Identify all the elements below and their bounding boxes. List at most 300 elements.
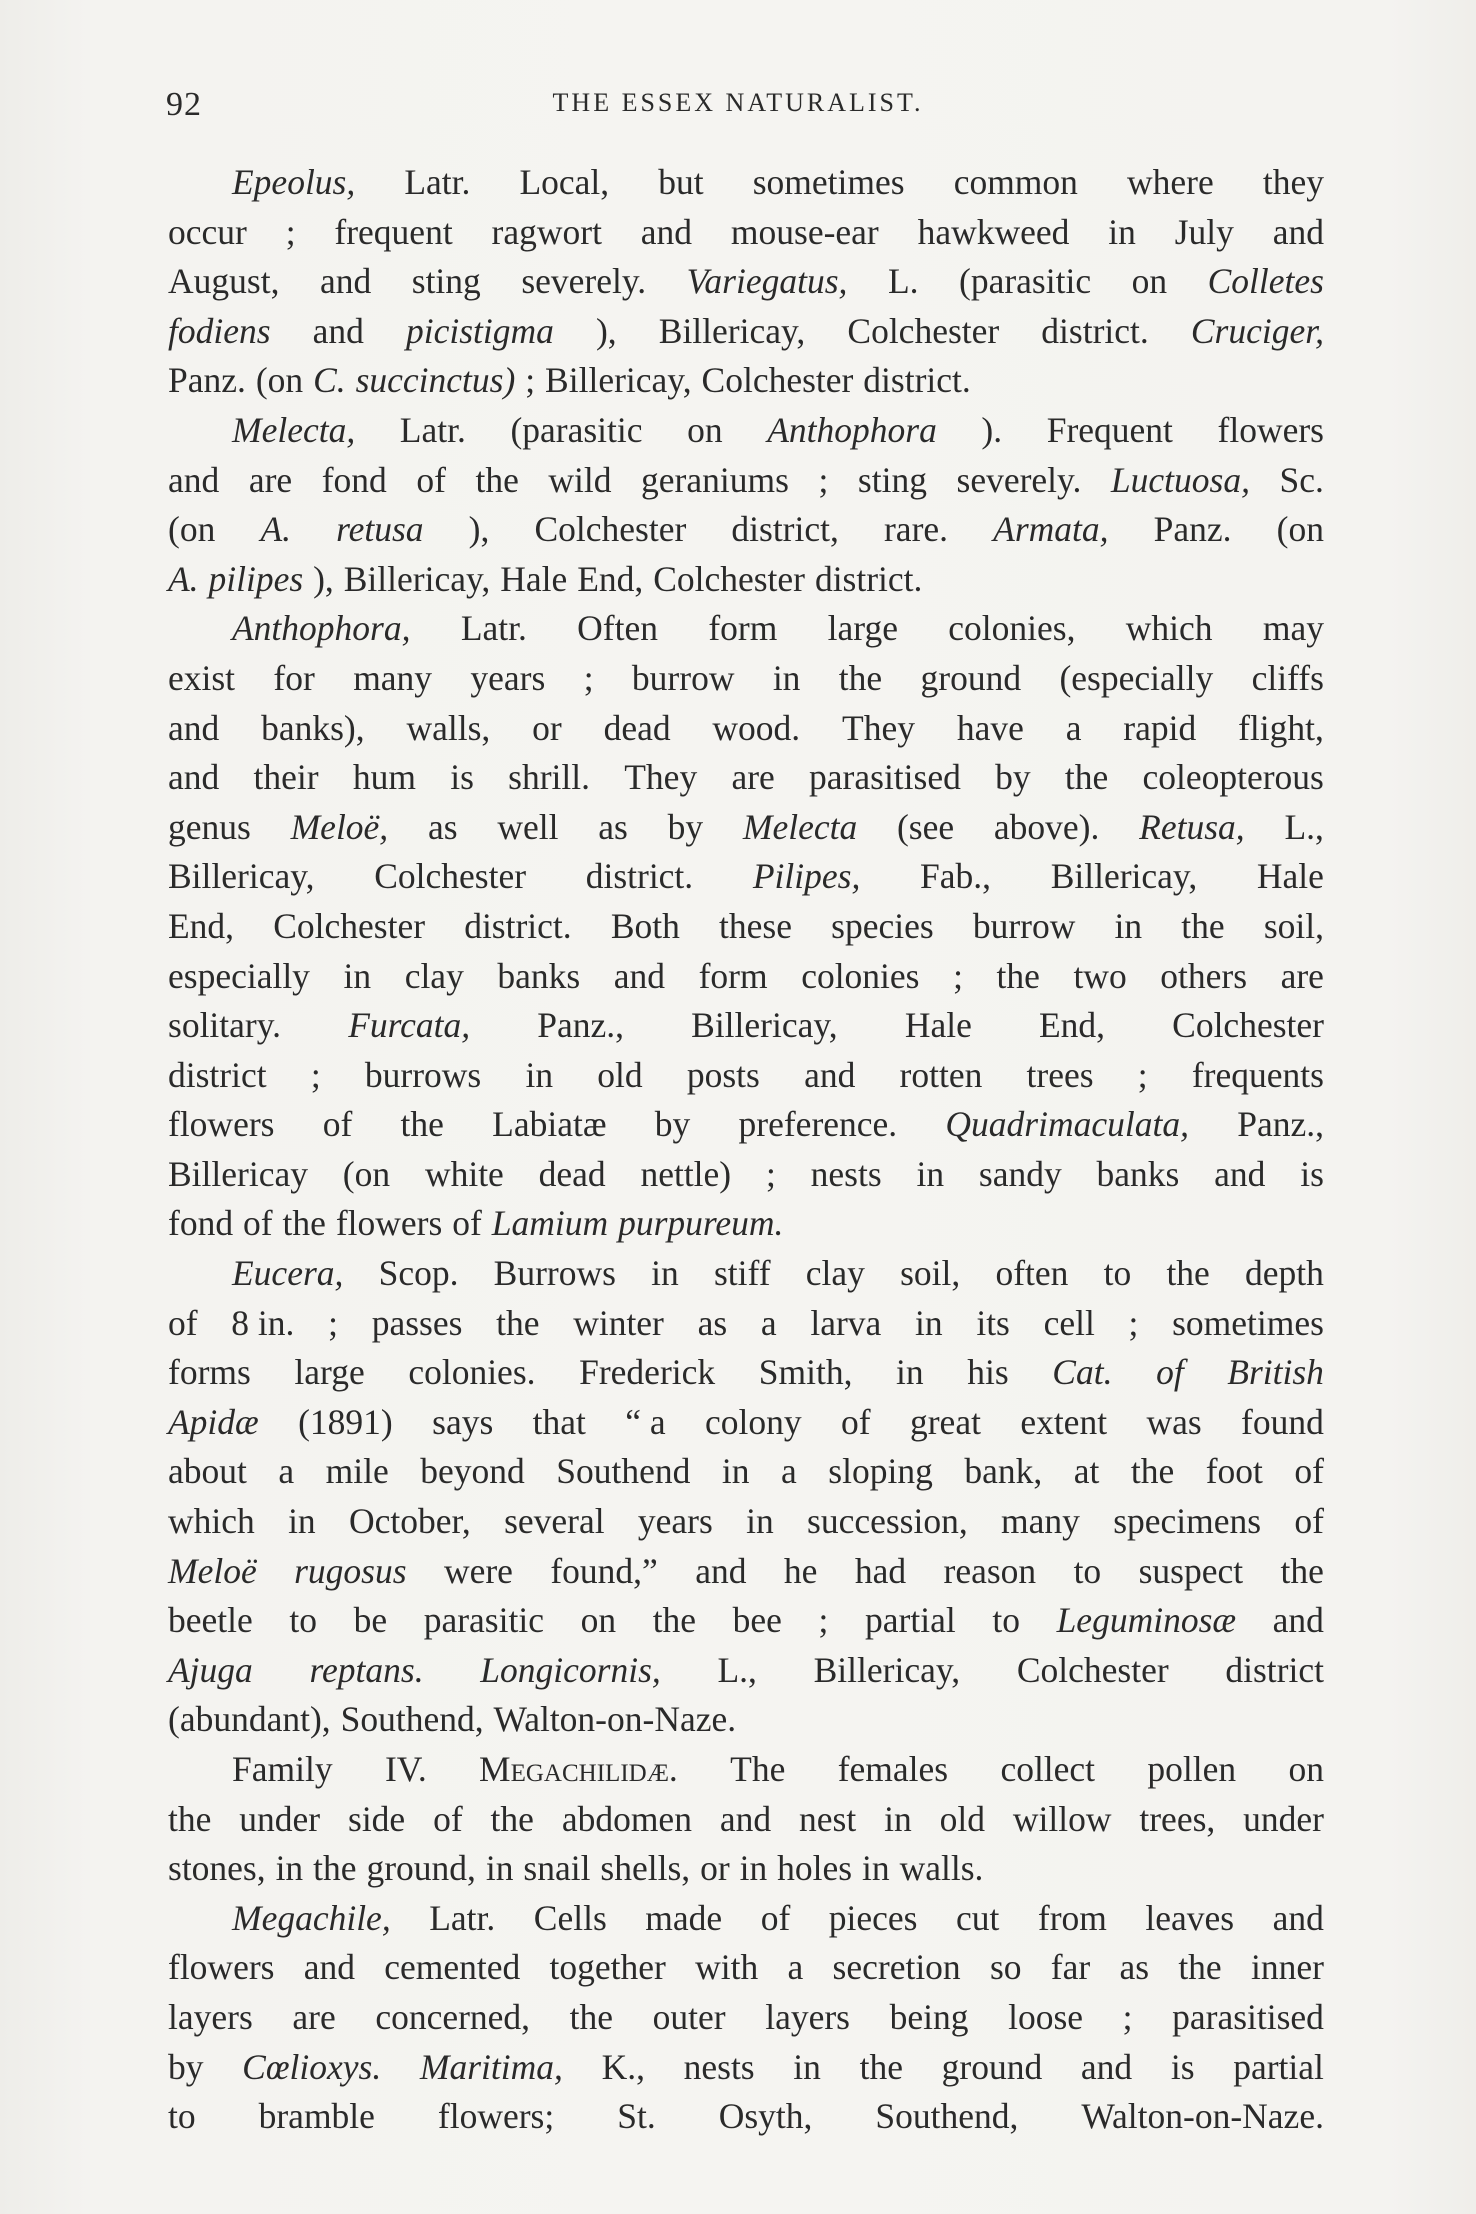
word: collect <box>1000 1749 1096 1789</box>
word: burrows <box>364 1054 482 1095</box>
text-line <box>168 1497 1324 1547</box>
word: ; <box>285 211 296 252</box>
word: and <box>168 459 220 500</box>
word: ). <box>981 409 1003 450</box>
word: ; <box>310 1054 321 1095</box>
word: are <box>1280 955 1324 996</box>
word: as <box>598 806 628 847</box>
word: Latr. <box>399 409 466 450</box>
word: inner <box>1250 1947 1324 1988</box>
word: frequent <box>334 211 453 252</box>
word: cemented <box>384 1947 521 1988</box>
word: to <box>168 2096 196 2137</box>
word: depth <box>1245 1253 1324 1294</box>
word: partial <box>1233 2046 1324 2087</box>
word: in <box>896 1352 924 1393</box>
word: where <box>1127 162 1214 202</box>
word: specimens <box>1113 1501 1262 1542</box>
word: Billericay, <box>691 1005 838 1046</box>
word: August, <box>168 261 280 302</box>
word: to <box>289 1600 317 1641</box>
text-line <box>168 1299 1324 1349</box>
text-line <box>168 1051 1324 1101</box>
word: coleopterous <box>1142 757 1324 798</box>
word: or <box>532 707 562 748</box>
word: hawkweed <box>917 211 1070 252</box>
word: great <box>909 1401 981 1442</box>
word: walls. <box>899 1848 984 1889</box>
word: at <box>1073 1451 1100 1492</box>
word: (on <box>342 1153 391 1194</box>
italic-word: Retusa, <box>1139 806 1245 847</box>
italic-word: Cœlioxys. <box>242 2046 382 2087</box>
word: colonies. <box>408 1352 536 1393</box>
word: common <box>953 162 1078 202</box>
small-caps-word: Megachilidæ. <box>479 1749 678 1789</box>
text-line <box>168 1993 1324 2043</box>
word: ), <box>468 509 490 550</box>
word: in <box>485 1848 514 1889</box>
word: others <box>1160 955 1248 996</box>
italic-word: C. <box>313 360 346 401</box>
word: Colchester <box>534 509 687 550</box>
word: Billericay <box>168 1153 308 1194</box>
word: geraniums <box>641 459 789 500</box>
word: stones, <box>168 1848 266 1889</box>
word: and <box>319 261 372 302</box>
word: Billericay, <box>168 856 315 897</box>
word: Fab., <box>920 856 992 897</box>
word: by <box>654 1104 691 1145</box>
word: cut <box>956 1897 1000 1938</box>
word: (especially <box>1059 657 1214 698</box>
text-line <box>168 1348 1324 1398</box>
word: and <box>613 955 666 996</box>
word: Family <box>232 1749 333 1789</box>
word: parasitic <box>423 1600 544 1641</box>
word: Scop. <box>378 1253 459 1294</box>
word: Colchester <box>653 558 805 599</box>
word: Latr. <box>460 608 527 649</box>
word: under <box>239 1798 321 1839</box>
word: End, <box>577 558 644 599</box>
word: district. <box>464 905 572 946</box>
word: parasitised <box>809 757 961 798</box>
word: as <box>1119 1947 1150 1988</box>
word: in <box>721 1451 750 1492</box>
word: years <box>470 657 546 698</box>
italic-word: Anthophora <box>767 409 937 450</box>
word: a <box>787 1947 804 1988</box>
word: to <box>992 1600 1020 1641</box>
italic-word: reptans. <box>309 1649 424 1690</box>
word: and <box>695 1550 747 1591</box>
word: The <box>730 1749 786 1789</box>
italic-word: Ajuga <box>168 1649 253 1690</box>
word: ; <box>583 657 594 698</box>
italic-word: retusa <box>336 509 424 550</box>
word: these <box>719 905 792 946</box>
word: old <box>597 1054 643 1095</box>
word: ; <box>1137 1054 1148 1095</box>
word: IV. <box>384 1749 427 1789</box>
text-line <box>168 1447 1324 1497</box>
word: foot <box>1205 1451 1263 1492</box>
word: Panz. <box>168 360 246 401</box>
word: which <box>1125 608 1213 649</box>
paragraph-first-line <box>168 1894 1324 1944</box>
word: (on <box>168 509 216 550</box>
word: cell <box>1043 1302 1095 1343</box>
word: bramble <box>258 2096 375 2137</box>
word: nests <box>810 1153 882 1194</box>
word: the <box>1130 1451 1175 1492</box>
word: the <box>400 1104 444 1145</box>
word: of <box>416 459 446 500</box>
word: ; <box>818 1600 829 1641</box>
text-line <box>168 1795 1324 1845</box>
word: flowers <box>168 1104 275 1145</box>
italic-word: Melecta <box>742 806 858 847</box>
word: and <box>719 1798 772 1839</box>
word: fond <box>321 459 387 500</box>
word: bee <box>732 1600 782 1641</box>
word: clay <box>805 1253 865 1294</box>
word: layers <box>765 1996 850 2037</box>
word: trees, <box>1139 1798 1216 1839</box>
word: Colchester <box>374 856 527 897</box>
word: succession, <box>807 1501 968 1542</box>
text-line <box>168 1100 1324 1150</box>
word: banks <box>1096 1153 1180 1194</box>
word: mile <box>325 1451 389 1492</box>
italic-word: Meloë, <box>290 806 389 847</box>
word: pieces <box>828 1897 918 1938</box>
word: Billericay, <box>658 310 806 351</box>
italic-word: Lamium <box>491 1203 609 1244</box>
word: layers <box>168 1996 253 2037</box>
text-line <box>168 1547 1324 1597</box>
word: form <box>698 955 768 996</box>
word: are <box>731 757 775 798</box>
word: parasitised <box>1172 1996 1324 2037</box>
word: in <box>915 1302 943 1343</box>
word: cliffs <box>1251 657 1324 698</box>
word: Colchester <box>273 905 426 946</box>
text-line <box>168 803 1324 853</box>
word: and <box>1272 1600 1324 1641</box>
word: in <box>862 1848 890 1889</box>
word: ; <box>818 459 829 500</box>
word: Panz., <box>1237 1104 1324 1145</box>
word: in <box>739 1848 768 1889</box>
word: of <box>322 1104 353 1145</box>
word: Frequent <box>1046 409 1173 450</box>
word: the <box>313 1848 357 1889</box>
word: the <box>652 1600 697 1641</box>
word: soil, <box>1263 905 1324 946</box>
text-line <box>168 753 1324 803</box>
word: the <box>1064 757 1109 798</box>
word: the <box>1178 1947 1222 1988</box>
text-line <box>168 1150 1324 1200</box>
italic-word: British <box>1227 1352 1324 1393</box>
word: in <box>793 2046 821 2087</box>
word: had <box>854 1550 907 1591</box>
word: rotten <box>899 1054 983 1095</box>
paragraph-first-line <box>168 1745 1324 1795</box>
word: Panz. <box>1153 509 1232 550</box>
word: shells, <box>600 1848 691 1889</box>
word: rare. <box>883 509 949 550</box>
word: sandy <box>978 1153 1062 1194</box>
word: of <box>760 1897 791 1938</box>
text-line <box>168 704 1324 754</box>
word: nests <box>683 2046 755 2087</box>
word: are <box>292 1996 336 2037</box>
word: colonies <box>801 955 920 996</box>
word: the <box>1280 1550 1324 1591</box>
word: Walton-on-Naze. <box>493 1699 737 1740</box>
word: ground <box>920 657 1022 698</box>
italic-word: Leguminosæ <box>1056 1600 1237 1641</box>
word: by <box>667 806 704 847</box>
word: Billericay, <box>545 360 692 401</box>
italic-word: Luctuosa, <box>1110 459 1250 500</box>
word: being <box>889 1996 969 2037</box>
word: Local, <box>519 162 610 202</box>
word: dead <box>538 1153 606 1194</box>
word: in <box>275 1848 304 1889</box>
word: large <box>827 608 898 649</box>
word: many <box>1001 1501 1080 1542</box>
italic-word: Quadrimaculata, <box>945 1104 1189 1145</box>
word: St. <box>617 2096 656 2137</box>
word: nest <box>799 1798 857 1839</box>
word: as <box>427 806 458 847</box>
word: which <box>168 1501 255 1542</box>
word: beyond <box>420 1451 525 1492</box>
word: ground, <box>366 1848 476 1889</box>
word: abdomen <box>561 1798 692 1839</box>
italic-word: Megachile, <box>232 1897 391 1938</box>
word: well <box>497 806 559 847</box>
word: in <box>651 1253 679 1294</box>
text-line <box>168 1001 1324 1051</box>
word: and <box>1214 1153 1266 1194</box>
italic-word: Apidæ <box>168 1401 259 1442</box>
word: in <box>916 1153 945 1194</box>
word: the <box>859 2046 903 2087</box>
word: K., <box>601 2046 645 2087</box>
word: Colchester <box>701 360 854 401</box>
word: and <box>312 310 364 351</box>
word: Colchester <box>847 310 1000 351</box>
text-line <box>168 1943 1324 1993</box>
word: dead <box>603 707 671 748</box>
word: the <box>282 1203 326 1244</box>
word: rapid <box>1123 707 1197 748</box>
text-line <box>168 1398 1324 1448</box>
body-text <box>168 158 1324 2142</box>
word: together <box>549 1947 666 1988</box>
word: soil, <box>900 1253 961 1294</box>
word: Osyth, <box>718 2096 813 2137</box>
word: ragwort <box>491 211 602 252</box>
word: of <box>1294 1501 1324 1542</box>
word: leaves <box>1145 1897 1235 1938</box>
text-line <box>168 902 1324 952</box>
word: form <box>708 608 778 649</box>
italic-word: Armata, <box>993 509 1109 550</box>
word: of <box>1294 1451 1324 1492</box>
word: by <box>168 2046 204 2087</box>
word: two <box>1073 955 1127 996</box>
text-line <box>168 257 1324 307</box>
word: pollen <box>1147 1749 1237 1789</box>
word: of <box>168 1302 198 1343</box>
word: females <box>837 1749 949 1789</box>
word: in <box>525 1054 554 1095</box>
word: extent <box>1020 1401 1108 1442</box>
italic-word: Pilipes, <box>752 856 861 897</box>
paragraph-first-line <box>168 158 1324 208</box>
word: in <box>1108 211 1136 252</box>
word: Hale <box>1256 856 1324 897</box>
italic-word: Colletes <box>1207 261 1324 302</box>
text-line <box>168 356 1324 406</box>
word: the <box>838 657 883 698</box>
word: preference. <box>738 1104 898 1145</box>
word: have <box>956 707 1024 748</box>
word: frequents <box>1191 1054 1324 1095</box>
word: he <box>783 1550 818 1591</box>
word: ; <box>328 1302 338 1343</box>
word: (see <box>896 806 955 847</box>
word: on <box>1288 1749 1324 1789</box>
word: July <box>1174 211 1234 252</box>
text-line <box>168 307 1324 357</box>
word: End, <box>168 905 235 946</box>
word: of <box>243 1203 273 1244</box>
word: holes <box>777 1848 853 1889</box>
word: is <box>1170 2046 1195 2087</box>
word: far <box>1050 1947 1091 1988</box>
word: and <box>1272 211 1324 252</box>
word: (on <box>255 360 304 401</box>
italic-word: Cruciger, <box>1190 310 1324 351</box>
word: a <box>278 1451 295 1492</box>
word: burrow <box>972 905 1076 946</box>
word: and <box>1080 2046 1133 2087</box>
italic-word: picistigma <box>405 310 554 351</box>
word: on <box>687 409 723 450</box>
italic-word: succinctus) <box>355 360 516 401</box>
word: in <box>343 955 372 996</box>
word: was <box>1146 1401 1202 1442</box>
word: as <box>697 1302 728 1343</box>
word: October, <box>348 1501 471 1542</box>
word: is <box>450 757 474 798</box>
word: for <box>273 657 315 698</box>
word: exist <box>168 657 236 698</box>
word: in <box>746 1501 774 1542</box>
word: winter <box>573 1302 664 1343</box>
word: large <box>294 1352 365 1393</box>
word: the <box>1181 905 1225 946</box>
word: Billericay, <box>1050 856 1198 897</box>
word: posts <box>686 1054 760 1095</box>
word: ), <box>595 310 617 351</box>
italic-word: rugosus <box>294 1550 407 1591</box>
word: beetle <box>168 1600 253 1641</box>
word: the <box>168 1798 212 1839</box>
word: a <box>760 1302 777 1343</box>
word: End, <box>1038 1005 1106 1046</box>
word: is <box>1300 1153 1324 1194</box>
word: colonies, <box>948 608 1076 649</box>
word: Labiatæ <box>492 1104 607 1145</box>
word: a <box>1065 707 1082 748</box>
word: genus <box>168 806 251 847</box>
word: species <box>831 905 934 946</box>
word: flowers <box>335 1203 443 1244</box>
word: occur <box>168 211 247 252</box>
word: walls, <box>406 707 491 748</box>
word: side <box>348 1798 406 1839</box>
word: district. <box>814 558 923 599</box>
italic-word: Melecta, <box>232 409 356 450</box>
word: and <box>640 211 693 252</box>
word: many <box>353 657 433 698</box>
word: be <box>353 1600 388 1641</box>
word: Hale <box>904 1005 972 1046</box>
italic-word: Eucera, <box>232 1253 344 1294</box>
word: Both <box>610 905 680 946</box>
italic-word: purpureum. <box>618 1203 784 1244</box>
word: by <box>995 757 1031 798</box>
word: says <box>432 1401 494 1442</box>
italic-word: Variegatus, <box>686 261 848 302</box>
word: district, <box>731 509 839 550</box>
word: its <box>976 1302 1010 1343</box>
word: Smith, <box>758 1352 853 1393</box>
word: about <box>168 1451 247 1492</box>
word: wood. <box>712 707 801 748</box>
word: district <box>168 1054 267 1095</box>
paragraph-first-line <box>168 604 1324 654</box>
word: on <box>1131 261 1168 302</box>
word: in <box>772 657 801 698</box>
word: his <box>967 1352 1009 1393</box>
italic-word: of <box>1156 1352 1184 1393</box>
word: Billericay, <box>813 1649 961 1690</box>
word: They <box>624 757 698 798</box>
word: of <box>841 1401 871 1442</box>
word: suspect <box>1138 1550 1244 1591</box>
text-line <box>168 1844 1324 1894</box>
word: found,” <box>550 1550 658 1591</box>
text-line <box>168 505 1324 555</box>
word: stiff <box>713 1253 771 1294</box>
word: the <box>569 1996 614 2037</box>
word: Hale <box>500 558 568 599</box>
word: district <box>1225 1649 1324 1690</box>
word: snail <box>523 1848 591 1889</box>
word: colony <box>705 1401 802 1442</box>
word: white <box>424 1153 504 1194</box>
word: in <box>288 1501 316 1542</box>
